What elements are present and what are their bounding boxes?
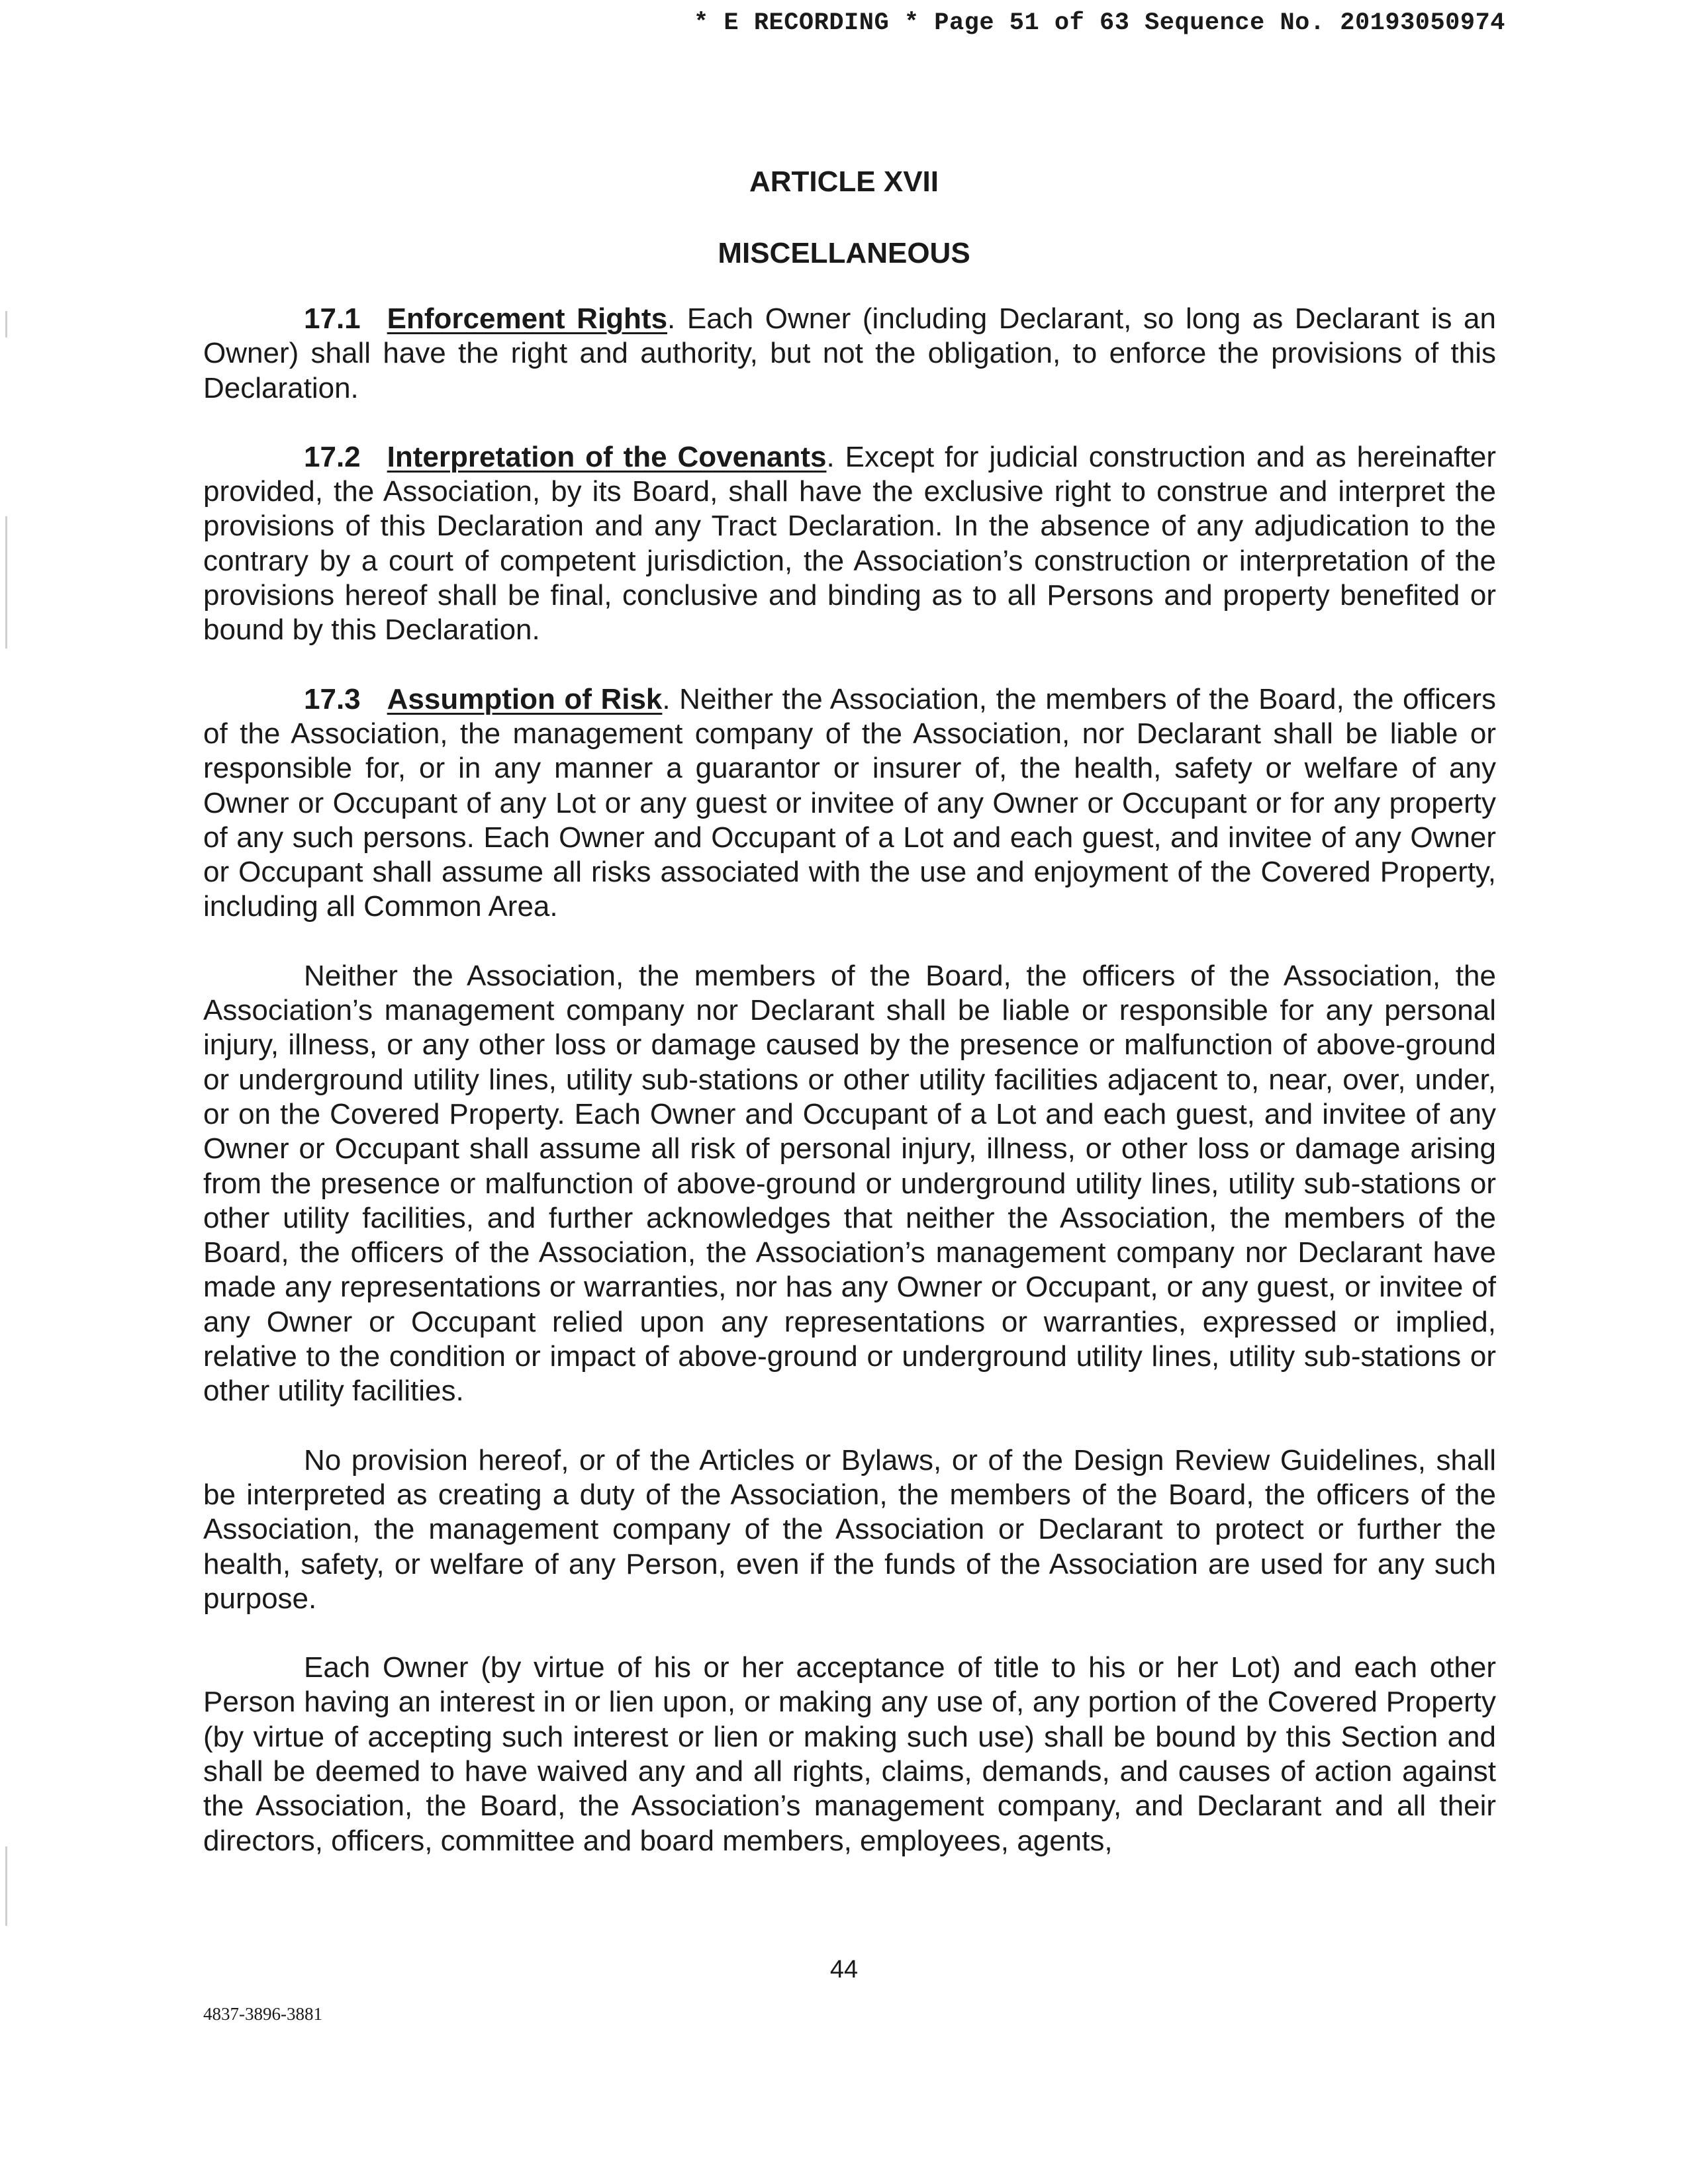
section-17-2 — [203, 440, 1496, 648]
section-text: . Each Owner (including Declarant, so long as Declarant is an Owner) shall have the right and authority, but not the obligation, to enforce the provisions of this Declaration. — [203, 302, 1496, 404]
section-number: 17.3 — [304, 682, 361, 715]
scan-edge-mark — [5, 1846, 7, 1926]
scan-edge-mark — [5, 516, 7, 649]
paragraph-utility-risk: Neither the Association, the members of the Board, the officers of the Association, the Association’s management company nor Declarant shall be liable or responsible for any personal injury, illness, or any other loss or damage caused by the presence or malfunction of above-ground or underground utility lines, utility sub-stations or other utility facilities adjacent to, near, over, under, or on the Covered Property. Each Owner and Occupant of a Lot and each guest, and invitee of any Owner or Occupant shall assume all risk of personal injury, illness, or other loss or damage arising from the presence or malfunction of above-ground or underground utility lines, utility sub-stations or other utility facilities, and further acknowledges that neither the Association, the members of the Board, the officers of the Association, the Association’s management company nor Declarant have made any representations or warranties, nor has any Owner or Occupant, or any guest, or invitee of any Owner or Occupant relied upon any representations or warranties, expressed or implied, relative to the condition or impact of above-ground or underground utility lines, utility sub-stations or other utility facilities. — [203, 959, 1496, 1408]
section-text: . Except for judicial construction and as hereinafter provided, the Association, by its Board, shall have the exclusive right to construe and interpret the provisions of this Declaration and any Tract Declaration. In the absence of any adjudication to the contrary by a court of competent jurisdiction, the Association’s construction or interpretation of the provisions hereof shall be final, conclusive and binding as to all Persons and property benefited or bound by this Declaration. — [203, 440, 1497, 647]
section-number: 17.2 — [304, 440, 361, 473]
section-title: Enforcement Rights — [387, 302, 668, 335]
document-id: 4837-3896-3881 — [203, 2004, 322, 2024]
section-text: . Neither the Association, the members of the Board, the officers of the Association, the management company of the Association, nor Declarant shall be liable or responsible for, or in any manner a guarantor or insurer of, the health, safety or welfare of any Owner or Occupant of any Lot or any guest or invitee of any Owner or Occupant or for any property of any such persons. Each Owner and Occupant of a Lot and each guest, and invitee of any Owner or Occupant shall assume all risks associated with the use and enjoyment of the Covered Property, including all Common Area. — [203, 682, 1496, 923]
section-number: 17.1 — [304, 302, 361, 335]
section-title: Interpretation of the Covenants — [387, 440, 827, 473]
paragraph-waiver: Each Owner (by virtue of his or her acceptance of title to his or her Lot) and each other Person having an interest in or lien upon, or making any use of, any portion of the Covered Property (by virtue of accepting such interest or lien or making such use) shall be bound by this Section and shall be deemed to have waived any and all rights, claims, demands, and causes of action against the Association, the Board, the Association’s management company, and Declarant and all their directors, officers, committee and board members, employees, agents, — [203, 1651, 1496, 1857]
article-subtitle: MISCELLANEOUS — [718, 237, 970, 269]
section-17-1 — [203, 302, 1496, 406]
article-title: ARTICLE XVII — [749, 165, 939, 198]
paragraph-no-duty: No provision hereof, or of the Articles or Bylaws, or of the Design Review Guidelines, shall be interpreted as creating a duty of the Association, the members of the Board, the officers of the Association, the management company of the Association or Declarant to protect or further the health, safety, or welfare of any Person, even if the funds of the Association are used for any such purpose. — [203, 1443, 1496, 1615]
recording-stamp: * E RECORDING * Page 51 of 63 Sequence No. 20193050974 — [694, 9, 1505, 37]
document-body — [203, 302, 1496, 1893]
section-title: Assumption of Risk — [387, 682, 663, 715]
page-number: 44 — [829, 1956, 859, 1983]
scan-edge-mark — [5, 311, 7, 338]
section-17-3 — [203, 682, 1496, 925]
